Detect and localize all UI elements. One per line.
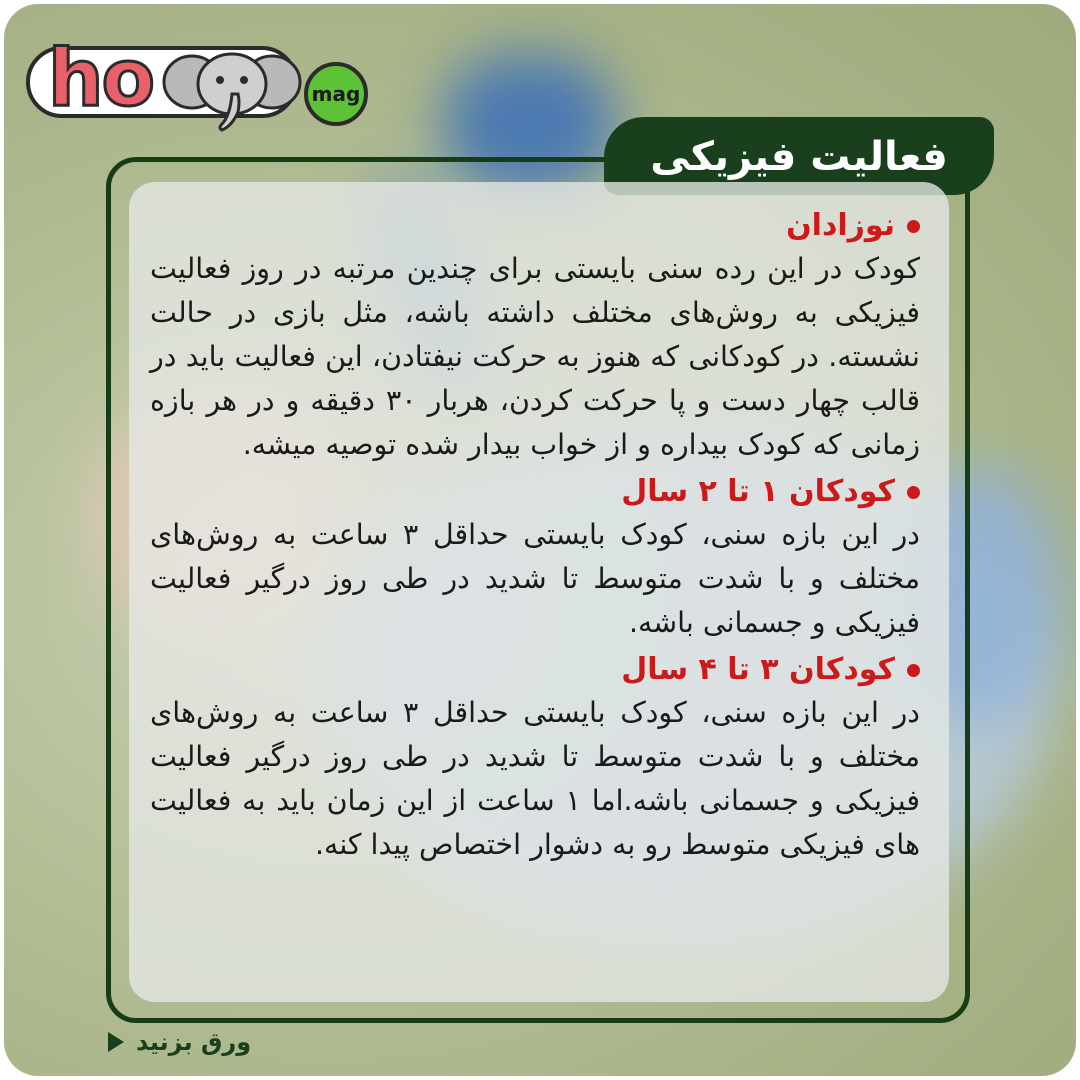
section-heading (150, 205, 920, 247)
section-heading-text: نوزادان (786, 208, 895, 243)
brand-logo[interactable] (26, 34, 386, 132)
section-text: در این بازه سنی، کودک بایستی حداقل ۳ ساعت به روش‌های مختلف و با شدت متوسط تا شدید در طی روز درگیر فعالیت فیزیکی و جسمانی باشه.اما ۱ ساعت از این زمان باید به فعالیت های فیزیکی متوسط رو به دشوار اختصاص پیدا کنه. (150, 696, 921, 861)
swipe-label: ورق بزنید (136, 1028, 252, 1056)
section-text: در این بازه سنی، کودک بایستی حداقل ۳ ساعت به روش‌های مختلف و با شدت متوسط تا شدید در طی روز درگیر فعالیت فیزیکی و جسمانی باشه. (150, 518, 920, 639)
section-heading-text: کودکان ۳ تا ۴ سال (621, 652, 895, 687)
bullet-dot-icon (907, 486, 920, 499)
section-heading-text: کودکان ۱ تا ۲ سال (621, 474, 895, 509)
elephant-logo-icon (162, 46, 302, 132)
section-heading (150, 649, 920, 691)
bullet-dot-icon (907, 664, 920, 677)
section-text: کودک در این رده سنی بایستی برای چندین مرتبه در روز فعالیت فیزیکی به روش‌های مختلف داشته باشه، مثل بازی در حالت نشسته. در کودکانی که هنوز به حرکت نیفتادن، این فعالیت باید در قالب چهار دست و پا حرکت کردن، هربار ۳۰ دقیقه و در هر بازه زمانی که کودک بیداره و از خواب بیدار شده توصیه میشه. (150, 252, 920, 461)
bullet-dot-icon (907, 220, 920, 233)
logo-text: ho (48, 34, 154, 124)
page-title: فعالیت فیزیکی (604, 117, 994, 195)
swipe-hint[interactable] (108, 1024, 251, 1060)
mag-badge: mag (304, 62, 368, 126)
content-body (150, 205, 920, 995)
arrow-right-icon (108, 1032, 124, 1052)
section-heading (150, 471, 920, 513)
